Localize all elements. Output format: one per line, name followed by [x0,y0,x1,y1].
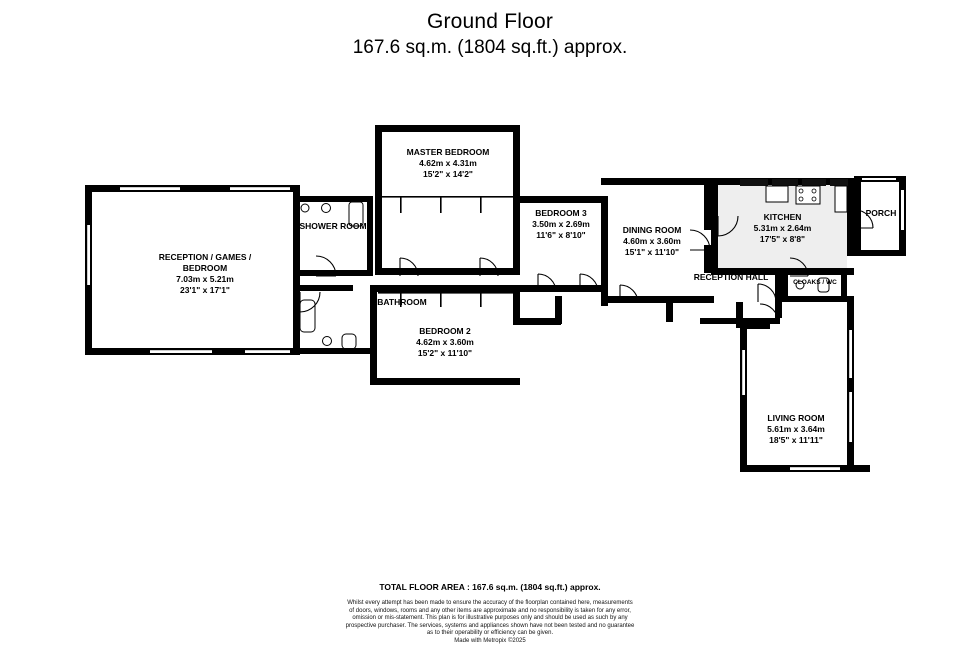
room-label-shower-room [288,221,378,232]
disclaimer-line-1: Whilst every attempt has been made to ensure the accuracy of the floorplan contained here, measurements [347,600,633,606]
room-label-bathroom [357,297,447,308]
room-name: BATHROOM [377,297,427,307]
room-label-reception-games-bedroom [110,252,300,296]
room-dim-metric: 4.62m x 3.60m [416,337,474,347]
room-dim-metric: 5.61m x 3.64m [767,424,825,434]
disclaimer-line-3: omission or mis-statement. This plan is for illustrative purposes only and should be used as such by any [352,615,628,622]
disclaimer-line-2: of doors, windows, rooms and any other items are approximate and no responsibility is taken for any error, [349,607,631,614]
disclaimer-line-4: prospective purchaser. The services, systems and appliances shown have not been tested and no guarantee [345,622,635,629]
total-floor-area: TOTAL FLOOR AREA : 167.6 sq.m. (1804 sq.ft.) approx. [379,582,601,592]
room-name-2: BEDROOM [182,263,228,273]
room-dim-imperial: 23'1" x 17'1" [180,285,230,295]
room-dim-imperial: 15'2" x 11'10" [417,348,473,358]
room-dim-imperial: 18'5" x 11'11" [769,435,823,445]
room-dim-imperial: 15'1" x 11'10" [624,247,680,257]
made-with-credit: Made with Metropix ©2025 [454,637,526,644]
room-dim-imperial: 11'6" x 8'10" [536,230,586,240]
room-name: MASTER BEDROOM [406,147,490,157]
room-label-master-bedroom [378,147,518,180]
room-label-kitchen [725,212,840,245]
room-dim-metric: 4.62m x 4.31m [419,158,477,168]
title-line-2: 167.6 sq.m. (1804 sq.ft.) approx. [352,37,628,58]
room-dim-imperial: 15'2" x 14'2" [423,169,473,179]
room-name: CLOAKS / WC [793,279,837,286]
room-label-cloaks-wc [784,277,846,288]
room-dim-metric: 7.03m x 5.21m [176,274,234,284]
room-label-living-room [736,413,856,446]
room-name: PORCH [865,208,897,218]
room-dim-metric: 3.50m x 2.69m [532,219,590,229]
room-name: RECEPTION / GAMES / [158,252,252,262]
room-name: SHOWER ROOM [299,221,367,231]
room-dim-metric: 5.31m x 2.64m [753,223,812,233]
room-name: BEDROOM 3 [535,208,587,218]
disclaimer [0,600,980,646]
room-name: KITCHEN [763,212,802,222]
room-label-dining-room [597,225,707,258]
room-label-porch [852,208,910,219]
room-name: BEDROOM 2 [419,326,471,336]
room-dim-imperial: 17'5" x 8'8" [759,234,806,244]
room-label-bedroom-2 [385,326,505,359]
room-dim-metric: 4.60m x 3.60m [623,236,681,246]
room-name: RECEPTION HALL [693,272,769,282]
disclaimer-line-5: as to their operability or efficiency can be given. [426,630,554,637]
room-label-reception-hall [676,272,786,283]
room-name: DINING ROOM [622,225,682,235]
title-line-1: Ground Floor [426,10,554,33]
room-name: LIVING ROOM [767,413,825,423]
